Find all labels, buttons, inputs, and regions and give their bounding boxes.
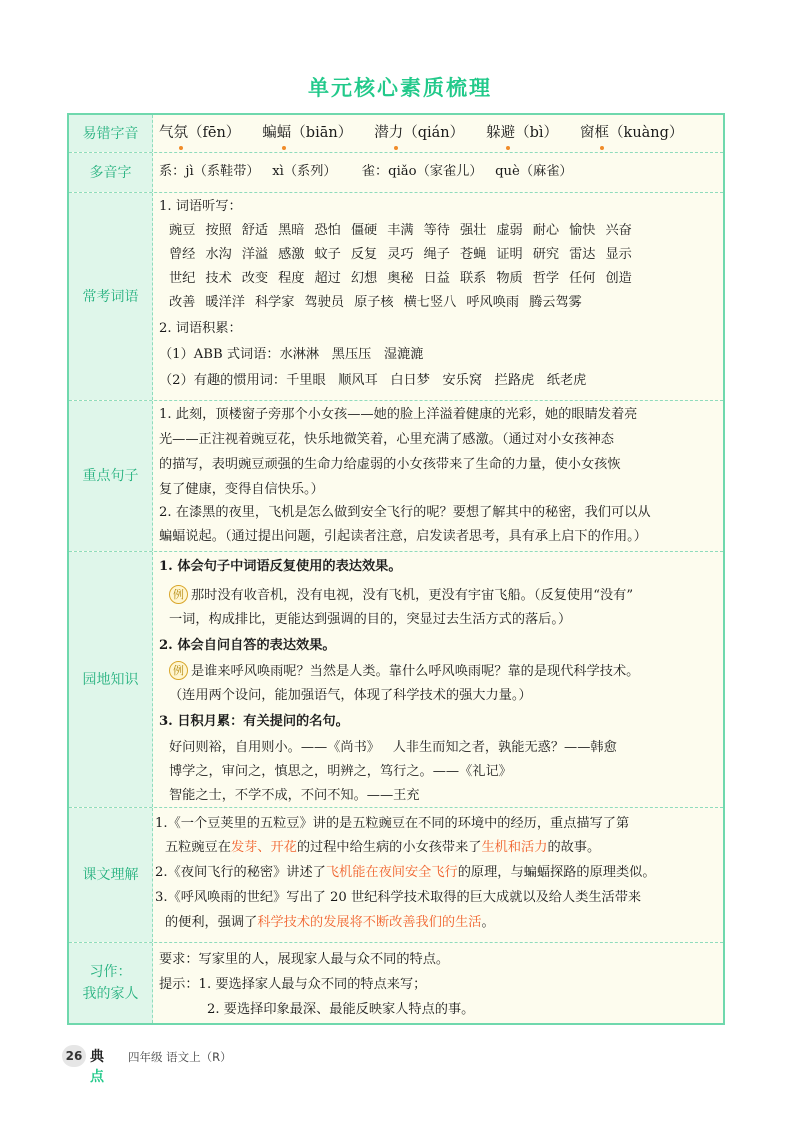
row-easy-pinyin [69,115,723,153]
highlight-text: 发芽、开花 [230,840,297,855]
highlight-text: 飞机能在夜间安全飞行 [325,865,458,880]
highlight-text: 科学技术的发展将不断改善我们的生活 [257,915,482,930]
summary-table [67,113,725,1025]
garden-example-1b: 一词，构成排比，更能达到强调的目的，突显过去生活方式的落后。） [169,612,572,627]
understanding-line-3a: 3.《呼风唤雨的世纪》写出了 20 世纪科学技术取得的巨大成就以及给人类生活带来 [155,890,642,905]
writing-tip-2: 2. 要选择印象最深、最能反映家人特点的事。 [207,1002,475,1017]
garden-quote-1: 好问则裕，自用则小。——《尚书》 人非生而知之者，孰能无惑？——韩愈 [169,740,617,755]
example-mark: 例 [169,585,188,604]
writing-tip-1: 提示：1. 要选择家人最与众不同的特点来写； [159,977,427,992]
sentence-line: 的描写，表明豌豆顽强的生命力给虚弱的小女孩带来了生命的力量，使小女孩恢 [159,457,621,472]
sentence-line: 蝙蝠说起。（通过提出问题，引起读者注意，启发读者思考，具有承上启下的作用。） [159,529,647,544]
sentence-line: 复了健康，变得自信快乐。） [159,482,324,497]
label-writing: 习作： 我的家人 [69,943,153,1023]
vocab-accumulation-2: （2）有趣的惯用词：千里眼 顺风耳 白日梦 安乐窝 拦路虎 纸老虎 [159,373,587,388]
understanding-line-1a: 1.《一个豆荚里的五粒豆》讲的是五粒豌豆在不同的环境中的经历，重点描写了第 [155,816,630,831]
garden-example-1a: 例 那时没有收音机，没有电视，没有飞机，更没有宇宙飞船。（反复使用“没有” [159,584,633,609]
vocab-row-1: 豌豆 按照 舒适 黑暗 恐怕 僵硬 丰满 等待 强壮 虚弱 耐心 愉快 兴奋 [169,223,632,238]
vocab-row-4: 改善 暖洋洋 科学家 驾驶员 原子核 横七竖八 呼风唤雨 腾云驾雾 [169,295,582,310]
row-writing [69,943,723,1023]
understanding-line-1b: 五粒豌豆在发芽、开花的过程中给生病的小女孩带来了生机和活力的故事。 [165,840,601,855]
sentence-line: 2. 在漆黑的夜里，飞机是怎么做到安全飞行的呢？要想了解其中的秘密，我们可以从 [159,505,651,520]
label-garden: 园地知识 [69,552,153,807]
vocab-accumulation-1: （1）ABB 式词语：水淋淋 黑压压 湿漉漉 [159,347,424,362]
row-text-understanding [69,808,723,943]
row-polyphone [69,153,723,193]
row-garden [69,552,723,808]
row-key-sentences [69,401,723,552]
garden-example-2a: 例 是谁来呼风唤雨呢？当然是人类。靠什么呼风唤雨呢？靠的是现代科学技术。 [159,660,639,685]
label-easy-pinyin: 易错字音 [69,115,153,152]
sentence-line: 光——正注视着豌豆花，快乐地微笑着，心里充满了感激。（通过对小女孩神态 [159,432,614,447]
sentence-line: 1. 此刻，顶楼窗子旁那个小女孩——她的脸上洋溢着健康的光彩，她的眼睛发着亮 [159,407,638,422]
garden-quote-2: 博学之，审问之，慎思之，明辨之，笃行之。——《礼记》 [169,764,512,779]
example-mark: 例 [169,661,188,680]
label-polyphone: 多音字 [69,153,153,192]
understanding-line-3b: 的便利，强调了科学技术的发展将不断改善我们的生活。 [165,915,495,930]
vocab-row-2: 曾经 水沟 洋溢 感激 蚊子 反复 灵巧 绳子 苍蝇 证明 研究 雷达 显示 [169,247,632,262]
brand-logo: 典点 [90,1049,103,1085]
garden-heading-2: 2. 体会自问自答的表达效果。 [159,638,336,653]
vocab-heading-1: 1. 词语听写： [159,199,242,214]
garden-example-2b: （连用两个设问，能加强语气，体现了科学技术的强大力量。） [169,688,532,703]
label-text-understanding: 课文理解 [69,808,153,942]
grade-label: 四年级 语文上（R） [128,1050,232,1064]
pinyin-list: 气氛（fēn） 蝙蝠（biān） 潜力（qián） 躲避（bì） 窗框（kuàng） [159,121,683,146]
page-title: 单元核心素质梳理 [308,76,492,100]
row-vocab [69,193,723,401]
label-vocab: 常考词语 [69,193,153,400]
highlight-text: 生机和活力 [481,840,548,855]
garden-heading-1: 1. 体会句子中词语反复使用的表达效果。 [159,559,402,574]
polyphone-text: 系：jì（系鞋带） xì（系列） 雀：qiǎo（家雀儿） què（麻雀） [159,164,573,179]
label-key-sentences: 重点句子 [69,401,153,551]
vocab-row-3: 世纪 技术 改变 程度 超过 幻想 奥秘 日益 联系 物质 哲学 任何 创造 [169,271,632,286]
writing-requirement: 要求：写家里的人，展现家人最与众不同的特点。 [159,952,450,967]
understanding-line-2: 2.《夜间飞行的秘密》讲述了飞机能在夜间安全飞行的原理，与蝙蝠探路的原理类似。 [155,865,656,880]
garden-heading-3: 3. 日积月累：有关提问的名句。 [159,714,349,729]
vocab-heading-2: 2. 词语积累： [159,321,242,336]
page-number: 26 [62,1045,86,1067]
garden-quote-3: 智能之士，不学不成，不问不知。——王充 [169,788,420,803]
